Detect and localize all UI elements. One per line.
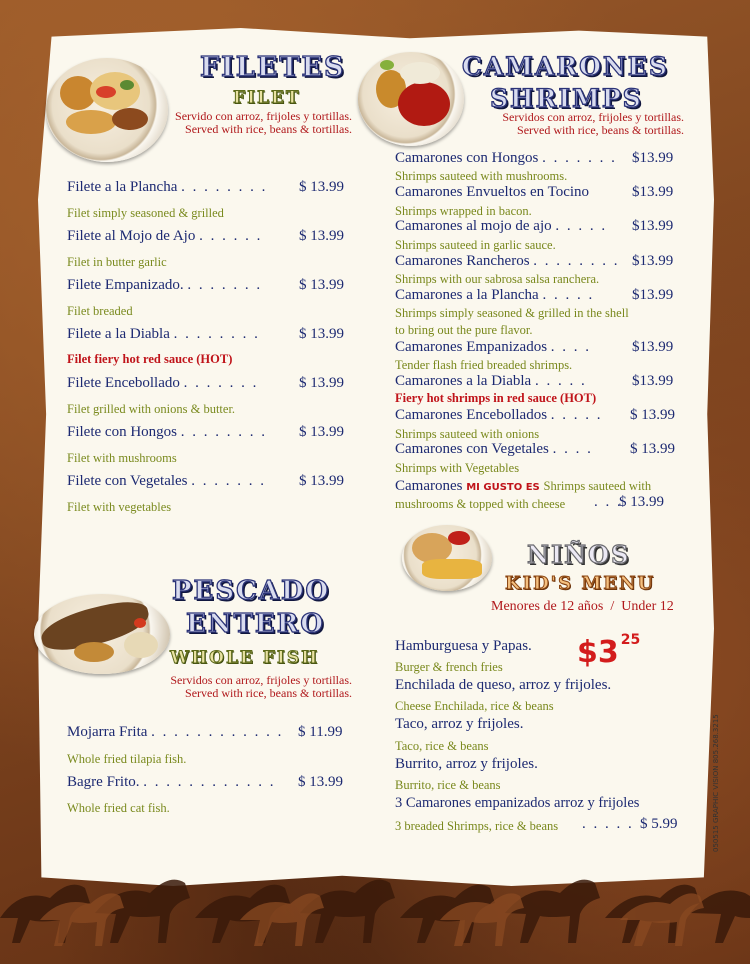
whole-fish-subtitle: WHOLE FISH xyxy=(170,648,320,668)
camarones-note xyxy=(470,111,684,137)
menu-item-price: $ 13.99 xyxy=(299,277,344,293)
menu-item-name: Camarones Envueltos en Tocino xyxy=(395,184,590,200)
whole-fish-plate-image xyxy=(34,594,170,674)
menu-item-desc: Burrito, rice & beans xyxy=(395,778,501,792)
menu-item-name: Camarones a la Diabla . . . . . xyxy=(395,373,587,389)
menu-item-name: Filete con Hongos . . . . . . . . xyxy=(67,424,267,440)
burger-plate-image xyxy=(402,525,492,591)
menu-item-desc-hot: Fiery hot shrimps in red sauce (HOT) xyxy=(395,391,597,405)
menu-item-desc: Tender flash fried breaded shrimps. xyxy=(395,358,573,372)
menu-item-price: $ 5.99 xyxy=(640,816,678,832)
special-desc-1: Shrimps sauteed with xyxy=(543,479,652,493)
menu-item-price: $ 13.99 xyxy=(630,407,675,423)
menu-item-price: $13.99 xyxy=(632,339,674,355)
menu-item-name: Hamburguesa y Papas. xyxy=(395,638,532,654)
special-dots: . . . xyxy=(594,494,623,510)
menu-item-price: $ 13.99 xyxy=(299,179,344,195)
menu-item-name: Camarones con Vegetales . . . . xyxy=(395,441,593,457)
menu-item-price: $ 13.99 xyxy=(298,774,343,790)
menu-item-name: Enchilada de queso, arroz y frijoles. xyxy=(395,677,612,693)
filetes-note-en: Served with rice, beans & tortillas. xyxy=(185,122,352,136)
menu-item-price: $13.99 xyxy=(632,150,674,166)
menu-item-name: Filete al Mojo de Ajo . . . . . . xyxy=(67,228,263,244)
pescado-note xyxy=(130,674,352,700)
menu-item-desc: 3 breaded Shrimps, rice & beans xyxy=(395,819,559,833)
camarones-note-en: Served with rice, beans & tortillas. xyxy=(517,123,684,137)
kids-price-cents: 25 xyxy=(620,632,641,648)
menu-item-desc: Burger & french fries xyxy=(395,660,503,674)
menu-item-dots: . . . . . xyxy=(582,816,634,832)
print-credit: 050515 GRAPHIC VISION 805.268.3215 xyxy=(712,714,720,852)
pescado-note-en: Served with rice, beans & tortillas. xyxy=(185,686,352,700)
shrimps-title: SHRIMPS xyxy=(490,84,643,113)
shrimp-plate-image xyxy=(358,52,464,146)
kids-price xyxy=(577,632,640,670)
filetes-note xyxy=(150,110,352,136)
pescado-note-es: Servidos con arroz, frijoles y tortillas. xyxy=(170,673,352,687)
running-horses-border xyxy=(0,858,750,948)
menu-item-desc: Filet with mushrooms xyxy=(67,451,177,465)
special-item-name: Camarones MI GUSTO ES Shrimps sauteed with xyxy=(395,478,652,494)
menu-item-price: $ 13.99 xyxy=(299,473,344,489)
menu-item-price: $13.99 xyxy=(632,373,674,389)
menu-item-name: Burrito, arroz y frijoles. xyxy=(395,756,538,772)
age-note: Menores de 12 años / Under 12 xyxy=(491,599,674,614)
menu-item-name: Filete a la Plancha . . . . . . . . xyxy=(67,179,268,195)
menu-item-desc: Shrimps with our sabrosa salsa ranchera. xyxy=(395,272,600,286)
filet-subtitle: FILET xyxy=(233,88,301,108)
menu-item-desc: Filet grilled with onions & butter. xyxy=(67,402,236,416)
menu-item-desc: Whole fried cat fish. xyxy=(67,801,170,815)
menu-item-name: Camarones Rancheros . . . . . . . . xyxy=(395,253,620,269)
menu-item-desc-hot: Filet fiery hot red sauce (HOT) xyxy=(67,352,233,366)
menu-item-desc: Shrimps sauteed with mushrooms. xyxy=(395,169,568,183)
menu-item-name: Taco, arroz y frijoles. xyxy=(395,716,524,732)
menu-item-price: $13.99 xyxy=(632,253,674,269)
menu-item-name: Bagre Frito. . . . . . . . . . . . . xyxy=(67,774,276,790)
menu-item-name: Filete a la Diabla . . . . . . . . xyxy=(67,326,260,342)
menu-item-desc: Shrimps with Vegetables xyxy=(395,461,520,475)
menu-item-price: $13.99 xyxy=(632,287,674,303)
menu-item-price: $ 13.99 xyxy=(630,441,675,457)
menu-item-name: Camarones a la Plancha . . . . . xyxy=(395,287,595,303)
menu-item-name: Mojarra Frita . . . . . . . . . . . . xyxy=(67,724,284,740)
menu-item-price: $13.99 xyxy=(632,218,674,234)
menu-item-name: Camarones con Hongos . . . . . . . xyxy=(395,150,617,166)
menu-item-desc: Whole fried tilapia fish. xyxy=(67,752,187,766)
menu-item-name: Camarones Encebollados . . . . . xyxy=(395,407,603,423)
menu-item-name: Camarones Empanizados . . . . xyxy=(395,339,592,355)
menu-item-desc: Cheese Enchilada, rice & beans xyxy=(395,699,554,713)
menu-item-price: $ 13.99 xyxy=(299,424,344,440)
menu-item-name: 3 Camarones empanizados arroz y frijoles xyxy=(395,795,640,811)
menu-item-name: Camarones al mojo de ajo . . . . . xyxy=(395,218,608,234)
filetes-note-es: Servido con arroz, frijoles y tortillas. xyxy=(175,109,352,123)
filetes-title: FILETES xyxy=(200,52,346,83)
menu-item-name: Filete Encebollado . . . . . . . xyxy=(67,375,259,391)
menu-item-price: $ 13.99 xyxy=(299,375,344,391)
menu-item-desc: Filet with vegetables xyxy=(67,500,172,514)
kids-menu-subtitle: KID'S MENU xyxy=(505,573,656,594)
ninos-title: NIÑOS xyxy=(527,540,631,569)
pescado-title: PESCADO xyxy=(172,576,331,606)
menu-item-desc: Shrimps sauteed in garlic sauce. xyxy=(395,238,556,252)
kids-price-dollars: $3 xyxy=(577,635,619,670)
menu-item-desc: Taco, rice & beans xyxy=(395,739,489,753)
menu-item-desc: Filet breaded xyxy=(67,304,133,318)
menu-item-price: $ 11.99 xyxy=(298,724,343,740)
menu-item-desc: Filet in butter garlic xyxy=(67,255,167,269)
menu-item-desc: Shrimps wrapped in bacon. xyxy=(395,204,532,218)
menu-item-desc: Filet simply seasoned & grilled xyxy=(67,206,224,220)
entero-title: ENTERO xyxy=(186,609,326,639)
menu-item-name: Filete con Vegetales . . . . . . . xyxy=(67,473,267,489)
camarones-note-es: Servidos con arroz, frijoles y tortillas. xyxy=(502,110,684,124)
menu-item-desc: Shrimps simply seasoned & grilled in the shell xyxy=(395,306,629,320)
menu-item-price: $13.99 xyxy=(632,184,674,200)
menu-item-price: $ 13.99 xyxy=(299,326,344,342)
special-desc-2: mushrooms & topped with cheese xyxy=(395,497,566,511)
menu-item-price: $ 13.99 xyxy=(299,228,344,244)
special-price: $ 13.99 xyxy=(619,494,664,510)
menu-item-name: Filete Empanizado. . . . . . . . xyxy=(67,277,263,293)
camarones-title: CAMARONES xyxy=(462,52,669,81)
menu-item-desc-cont: to bring out the pure flavor. xyxy=(395,323,533,337)
mi-gusto-es-tag: MI GUSTO ES xyxy=(466,482,540,493)
menu-item-desc: Shrimps sauteed with onions xyxy=(395,427,540,441)
